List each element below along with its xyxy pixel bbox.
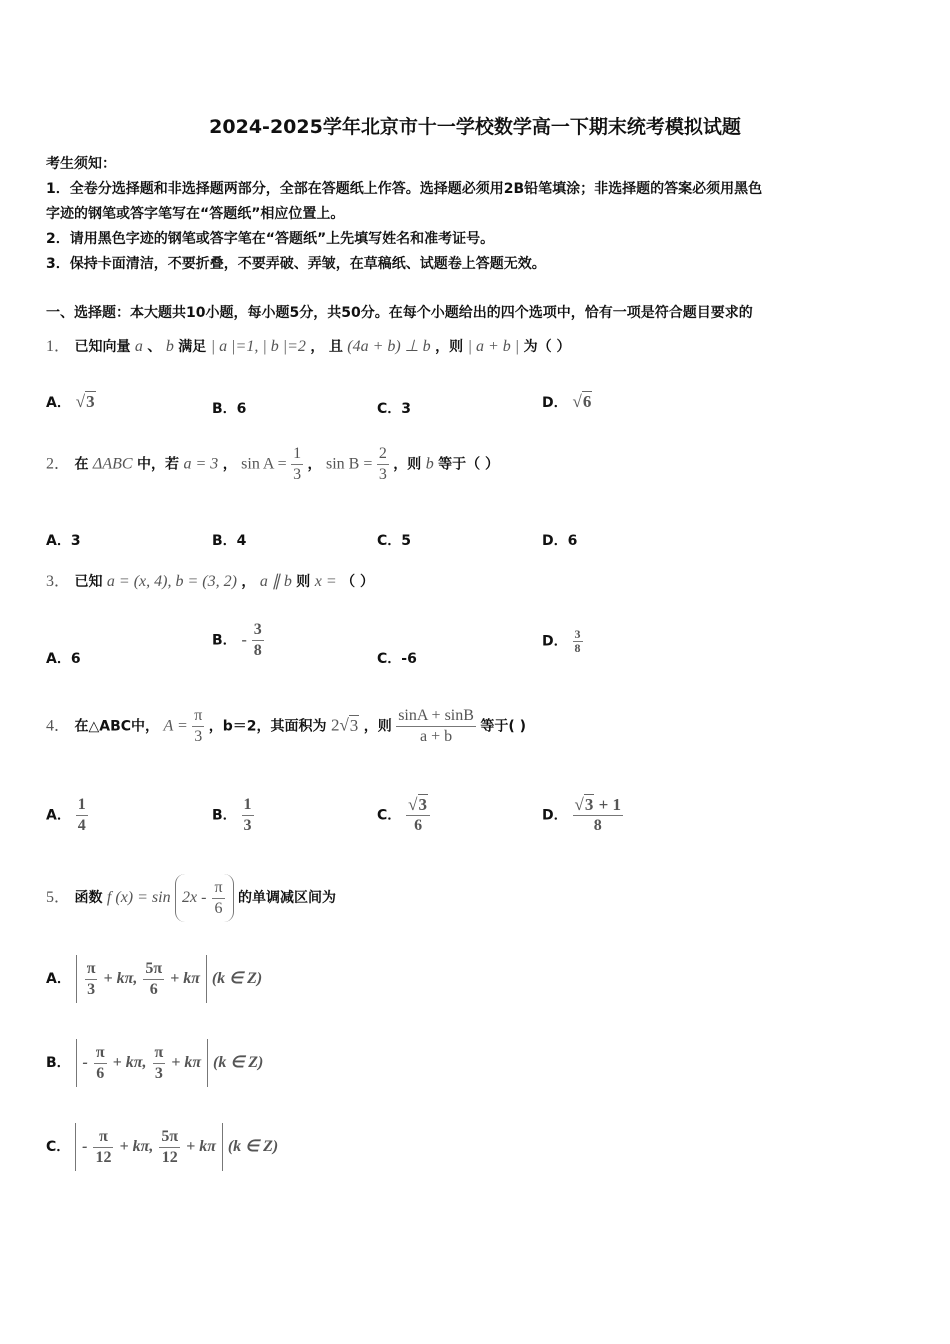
option-c	[377, 530, 411, 550]
denominator: 3	[293, 466, 302, 483]
question-text: 函数	[74, 890, 103, 906]
numerator: 3	[574, 627, 581, 641]
notice-item: 3．保持卡面清洁，不要折叠，不要弄破、弄皱，在草稿纸、试题卷上答题无效。	[46, 256, 546, 272]
fraction	[94, 1043, 107, 1084]
question-number: 5．	[46, 889, 71, 906]
denominator: 4	[77, 817, 86, 834]
question-number: 2．	[46, 455, 71, 473]
math-expression: a = 3	[183, 455, 219, 473]
denominator: 6	[214, 900, 223, 917]
question-text: （ ）	[341, 574, 374, 590]
option-label: C．	[377, 533, 402, 549]
parenthesized-argument	[175, 874, 234, 922]
denominator: 12	[161, 1149, 178, 1166]
interval	[76, 1039, 209, 1087]
option-label: B．	[212, 533, 237, 549]
section-heading: 一、选择题：本大题共10小题，每小题5分，共50分。在每个小题给出的四个选项中，恰有一项是符合题目要求的	[46, 305, 753, 321]
fraction	[291, 444, 303, 485]
math-symbol: b	[425, 455, 434, 473]
question-text: ，则	[393, 456, 422, 473]
numerator: 2	[377, 444, 389, 465]
coefficient: 2	[330, 715, 340, 735]
option-text: 3	[70, 533, 81, 549]
option-d	[542, 392, 592, 412]
option-text: 6	[236, 401, 247, 417]
question-text: 在	[74, 456, 89, 473]
notice-heading: 考生须知：	[46, 156, 116, 172]
option-label: D．	[542, 633, 568, 650]
option-text: 6	[567, 533, 578, 549]
sqrt-expression: 2√3	[330, 715, 359, 735]
question-text: 为（ ）	[523, 339, 571, 355]
option-label: C．	[377, 401, 402, 417]
option-c	[377, 795, 430, 836]
radicand: 3	[584, 795, 594, 814]
domain-condition: (k ∈ Z)	[211, 970, 263, 987]
option-c	[46, 1123, 278, 1171]
question-text: ，	[307, 456, 322, 473]
question-number: 3．	[46, 573, 71, 590]
denominator: 8	[574, 641, 581, 655]
numerator: π	[85, 959, 98, 980]
numerator: π	[93, 1127, 113, 1148]
radicand: 6	[582, 392, 592, 411]
numerator: 1	[242, 795, 254, 816]
option-text: 4	[236, 533, 247, 549]
question-text: ，则	[435, 339, 464, 355]
fraction	[85, 959, 98, 1000]
option-c	[377, 398, 411, 418]
radicand: 3	[86, 392, 95, 411]
question-3	[46, 568, 374, 591]
question-text: 等于( )	[480, 718, 527, 735]
numerator: π	[192, 706, 204, 727]
math-symbol: b	[165, 338, 174, 355]
question-text: 已知向量	[74, 339, 131, 355]
notice-item: 1．全卷分选择题和非选择题两部分，全部在答题纸上作答。选择题必须用2B铅笔填涂；非选择题的答案必须用黑色	[46, 181, 763, 197]
fraction	[212, 878, 224, 919]
denominator: 8	[593, 817, 602, 834]
option-label: A．	[46, 971, 71, 987]
question-number: 4．	[46, 717, 71, 735]
option-text: 6	[70, 651, 81, 667]
option-label: A．	[46, 807, 71, 824]
question-text: 、	[147, 339, 162, 355]
math-expression: f (x) = sin	[106, 889, 171, 906]
denominator: 3	[378, 466, 387, 483]
fraction	[573, 628, 583, 655]
question-number: 1．	[46, 338, 71, 355]
question-text: 等于（ ）	[438, 456, 500, 473]
radicand: 3	[418, 795, 427, 814]
plus-term: + 1	[594, 795, 622, 814]
question-text: 且	[328, 339, 343, 355]
numerator: √3 + 1	[574, 795, 622, 814]
math-expression: a = (x, 4), b = (3, 2)	[106, 573, 237, 590]
math-expression: A =	[163, 717, 188, 735]
option-d	[542, 795, 623, 836]
option-a	[46, 530, 81, 550]
option-a	[46, 795, 88, 836]
numerator: 3	[252, 620, 264, 641]
question-text: 满足	[178, 339, 207, 355]
denominator: 3	[87, 981, 96, 998]
denominator: 6	[96, 1065, 105, 1082]
fraction	[76, 795, 88, 836]
fraction	[252, 620, 264, 661]
option-label: D．	[542, 533, 568, 549]
minus-sign: -	[82, 1054, 88, 1072]
option-a	[46, 392, 96, 412]
question-5	[46, 874, 336, 922]
math-expression: (4a + b) ⊥ b	[347, 338, 431, 355]
question-text: 中，若	[136, 456, 179, 473]
notice-item: 2．请用黑色字迹的钢笔或答字笔在“答题纸”上先填写姓名和准考证号。	[46, 231, 495, 247]
math-expression: + kπ,	[112, 1054, 147, 1072]
option-label: C．	[377, 807, 402, 824]
fraction	[377, 444, 389, 485]
denominator: 3	[194, 728, 203, 745]
numerator: π	[212, 878, 224, 899]
option-label: C．	[46, 1139, 71, 1155]
minus-sign: -	[241, 631, 247, 649]
option-d	[542, 628, 583, 655]
math-expression: ΔABC	[92, 455, 133, 473]
option-d	[542, 530, 577, 550]
fraction	[93, 1127, 113, 1168]
fraction	[406, 795, 430, 836]
denominator: a + b	[420, 728, 453, 745]
math-expression: + kπ,	[119, 1138, 154, 1156]
math-expression: | a + b |	[467, 338, 520, 355]
fraction	[192, 706, 204, 747]
notice-item: 字迹的钢笔或答字笔写在“答题纸”相应位置上。	[46, 206, 345, 222]
sqrt-expression: √3	[75, 392, 95, 411]
denominator: 3	[243, 817, 252, 834]
question-text: 已知	[74, 574, 103, 590]
domain-condition: (k ∈ Z)	[213, 1054, 264, 1071]
minus-sign: -	[82, 1138, 88, 1156]
option-label: B．	[212, 401, 237, 417]
denominator: 12	[95, 1149, 112, 1166]
question-text: ，b＝2，其面积为	[208, 718, 327, 735]
math-expression: a ∥ b	[259, 573, 292, 590]
denominator: 3	[154, 1065, 163, 1082]
exam-title: 2024-2025学年北京市十一学校数学高一下期末统考模拟试题	[209, 116, 741, 138]
fraction	[573, 795, 624, 836]
option-label: D．	[542, 395, 568, 411]
sqrt-expression: √6	[572, 392, 592, 411]
option-label: D．	[542, 807, 568, 824]
question-1	[46, 333, 571, 356]
math-expression: + kπ	[186, 1138, 216, 1156]
numerator: √3	[406, 795, 430, 816]
question-text: ，则	[363, 718, 392, 735]
option-label: A．	[46, 651, 71, 667]
question-4	[46, 706, 526, 747]
numerator: π	[153, 1043, 166, 1064]
domain-condition: (k ∈ Z)	[227, 1138, 279, 1155]
denominator: 6	[414, 817, 423, 834]
option-c	[377, 648, 417, 668]
numerator: 1	[76, 795, 88, 816]
question-text: ，	[241, 574, 256, 590]
math-expression: + kπ	[170, 970, 200, 988]
fraction	[153, 1043, 166, 1084]
option-text: 3	[401, 401, 412, 417]
question-text: 则	[296, 574, 311, 590]
math-expression: 2x -	[182, 889, 207, 907]
numerator: π	[94, 1043, 107, 1064]
option-text: -6	[401, 651, 417, 667]
option-b	[212, 795, 254, 836]
fraction	[396, 706, 476, 747]
numerator: 5π	[143, 959, 164, 980]
numerator: 5π	[159, 1127, 180, 1148]
option-a	[46, 648, 81, 668]
question-2	[46, 444, 499, 485]
interval	[76, 955, 207, 1003]
math-expression: x =	[314, 573, 337, 590]
math-expression: + kπ	[171, 1054, 202, 1072]
option-b	[212, 398, 246, 418]
denominator: 8	[253, 642, 262, 659]
math-expression: sin A =	[241, 455, 287, 473]
option-b	[46, 1039, 263, 1087]
option-label: C．	[377, 651, 402, 667]
option-label: A．	[46, 395, 71, 411]
math-expression: + kπ,	[103, 970, 138, 988]
radicand: 3	[349, 715, 359, 735]
option-label: B．	[212, 807, 237, 824]
option-b	[212, 620, 264, 661]
option-text: 5	[401, 533, 412, 549]
interval	[75, 1123, 223, 1171]
question-text: ，	[310, 339, 325, 355]
option-b	[212, 530, 246, 550]
math-expression: | a |=1, | b |=2	[210, 338, 306, 355]
question-text: 的单调减区间为	[238, 890, 337, 906]
math-expression: sin B =	[325, 455, 373, 473]
question-text: 在△ABC中，	[74, 718, 160, 735]
numerator: 1	[291, 444, 303, 465]
option-label: B．	[46, 1055, 71, 1071]
numerator: sinA + sinB	[396, 706, 476, 727]
question-text: ，	[222, 456, 237, 473]
denominator: 6	[149, 981, 158, 998]
fraction	[242, 795, 254, 836]
math-symbol: a	[134, 338, 143, 355]
option-a	[46, 955, 262, 1003]
option-label: A．	[46, 533, 71, 549]
option-label: B．	[212, 632, 237, 649]
fraction	[143, 959, 164, 1000]
fraction	[159, 1127, 180, 1168]
